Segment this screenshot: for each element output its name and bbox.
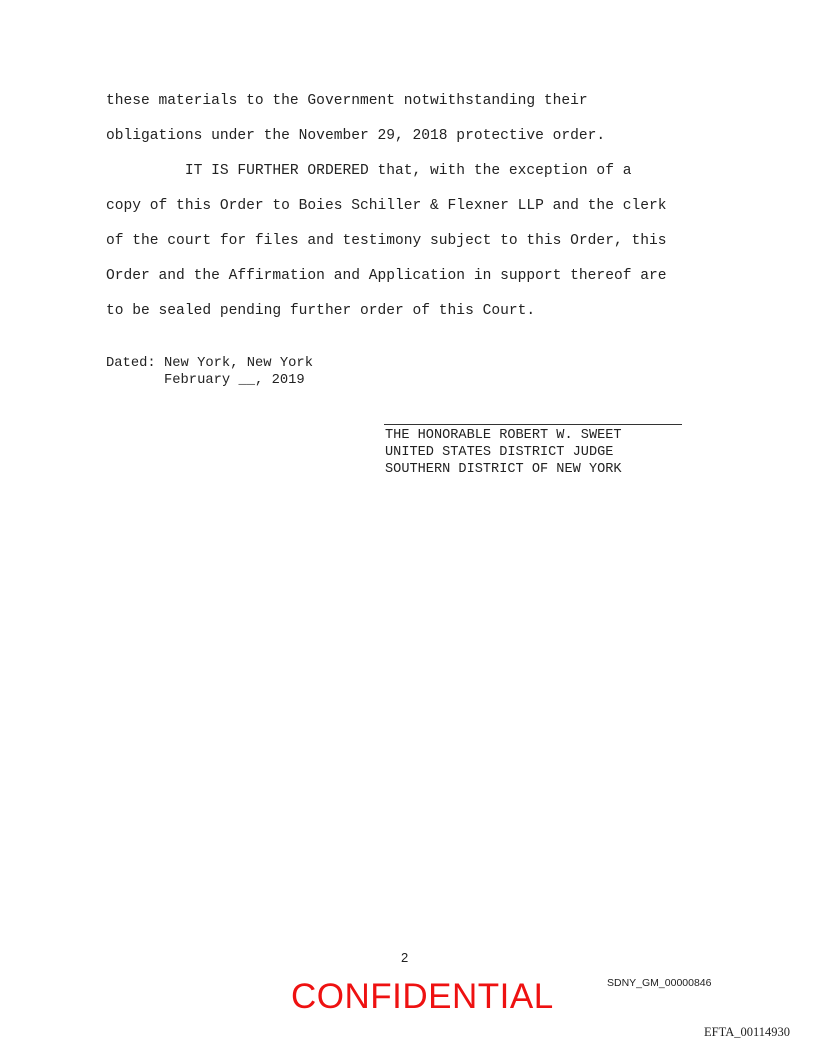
dated-line: Dated: New York, New York	[106, 356, 313, 371]
body-text-line: these materials to the Government notwithstanding their	[106, 93, 588, 109]
body-text-line: Order and the Affirmation and Application in support thereof are	[106, 268, 667, 284]
judge-district: SOUTHERN DISTRICT OF NEW YORK	[385, 462, 622, 477]
confidential-stamp: CONFIDENTIAL	[291, 977, 554, 1016]
body-text-line: to be sealed pending further order of this Court.	[106, 303, 536, 319]
signature-line	[384, 424, 682, 425]
dated-date-line: February __, 2019	[106, 373, 305, 388]
body-text-line: IT IS FURTHER ORDERED that, with the exception of a	[106, 163, 632, 179]
efta-number: EFTA_00114930	[704, 1025, 791, 1039]
judge-name: THE HONORABLE ROBERT W. SWEET	[385, 428, 622, 443]
body-text-line: copy of this Order to Boies Schiller & Flexner LLP and the clerk	[106, 198, 667, 214]
page-number: 2	[401, 950, 409, 965]
body-text-line: of the court for files and testimony subject to this Order, this	[106, 233, 667, 249]
judge-title: UNITED STATES DISTRICT JUDGE	[385, 445, 614, 460]
body-text-line: obligations under the November 29, 2018 protective order.	[106, 128, 606, 144]
bates-number: SDNY_GM_00000846	[607, 977, 712, 989]
